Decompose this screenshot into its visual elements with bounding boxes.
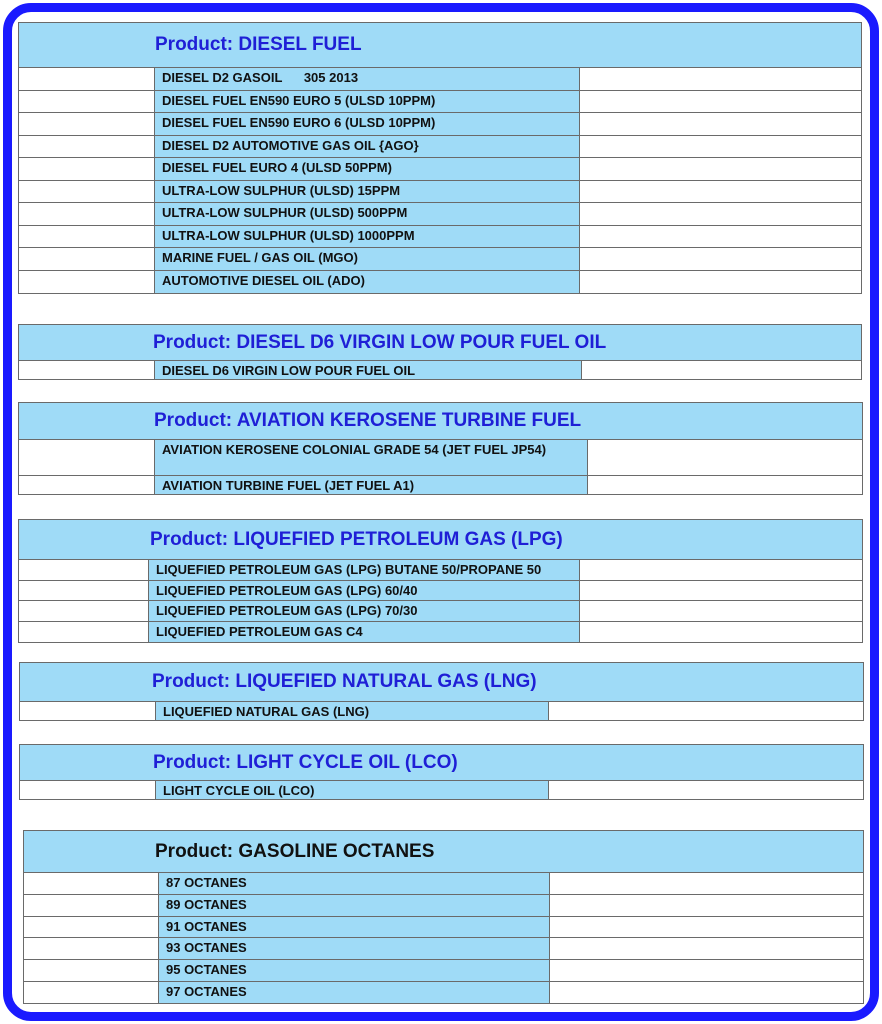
product-section-gasoline [23, 830, 864, 1004]
product-item: DIESEL D2 GASOIL 305 2013 [154, 67, 580, 91]
product-item: ULTRA-LOW SULPHUR (ULSD) 1000PPM [154, 225, 580, 248]
product-row [23, 938, 864, 960]
product-item: AUTOMOTIVE DIESEL OIL (ADO) [154, 270, 580, 294]
product-item: 91 OCTANES [158, 916, 550, 938]
product-item: ULTRA-LOW SULPHUR (ULSD) 500PPM [154, 202, 580, 226]
product-label: Product: [150, 528, 229, 550]
product-title: AVIATION KEROSENE TURBINE FUEL [236, 410, 582, 431]
product-header [23, 830, 864, 873]
product-item: ULTRA-LOW SULPHUR (ULSD) 15PPM [154, 180, 580, 203]
product-item: LIQUEFIED PETROLEUM GAS C4 [148, 621, 580, 643]
product-title: LIGHT CYCLE OIL (LCO) [236, 751, 458, 773]
product-item: 93 OCTANES [158, 937, 550, 960]
product-item: LIQUEFIED NATURAL GAS (LNG) [155, 701, 549, 721]
product-item: AVIATION KEROSENE COLONIAL GRADE 54 (JET FUEL JP54) [154, 439, 588, 476]
product-row [18, 113, 862, 136]
product-header [18, 402, 863, 440]
product-header [19, 744, 864, 781]
product-row [18, 203, 862, 226]
product-title: DIESEL FUEL [238, 34, 362, 55]
product-header [18, 22, 862, 68]
product-row [23, 917, 864, 938]
product-item: MARINE FUEL / GAS OIL (MGO) [154, 247, 580, 271]
product-row [19, 702, 864, 721]
product-item: 97 OCTANES [158, 981, 550, 1004]
product-row [18, 601, 863, 622]
product-item: DIESEL FUEL EURO 4 (ULSD 50PPM) [154, 157, 580, 181]
product-section-diesel-fuel [18, 22, 862, 294]
product-section-lng [19, 662, 864, 721]
product-row [18, 581, 863, 601]
product-title: LIQUEFIED NATURAL GAS (LNG) [235, 671, 537, 692]
product-row [19, 781, 864, 800]
product-row [18, 226, 862, 248]
product-row [18, 91, 862, 113]
product-section-aviation [18, 402, 863, 495]
product-row [18, 248, 862, 271]
product-title: GASOLINE OCTANES [238, 840, 435, 862]
product-item: AVIATION TURBINE FUEL (JET FUEL A1) [154, 475, 588, 495]
product-row [18, 181, 862, 203]
product-row [18, 271, 862, 294]
product-item: DIESEL FUEL EN590 EURO 6 (ULSD 10PPM) [154, 112, 580, 136]
product-row [18, 440, 863, 476]
product-section-lpg [18, 519, 863, 643]
product-row [23, 982, 864, 1004]
product-item: LIQUEFIED PETROLEUM GAS (LPG) 60/40 [148, 580, 580, 601]
product-row [23, 873, 864, 895]
product-row [18, 68, 862, 91]
product-label: Product: [153, 331, 232, 353]
product-label: Product: [153, 751, 232, 773]
product-label: Product: [155, 840, 234, 862]
product-item: LIQUEFIED PETROLEUM GAS (LPG) 70/30 [148, 600, 580, 622]
product-item: 89 OCTANES [158, 894, 550, 917]
product-title: LIQUEFIED PETROLEUM GAS (LPG) [233, 528, 563, 550]
product-item: 87 OCTANES [158, 872, 550, 895]
product-item: DIESEL FUEL EN590 EURO 5 (ULSD 10PPM) [154, 90, 580, 113]
product-row [18, 476, 863, 495]
product-item: LIGHT CYCLE OIL (LCO) [155, 780, 549, 800]
product-row [23, 960, 864, 982]
product-section-lco [19, 744, 864, 800]
product-row [23, 895, 864, 917]
product-label: Product: [154, 410, 233, 431]
product-row [18, 622, 863, 643]
product-label: Product: [155, 34, 234, 55]
product-row [18, 560, 863, 581]
product-label: Product: [152, 671, 231, 692]
product-row [18, 136, 862, 158]
product-header [19, 662, 864, 702]
product-item: LIQUEFIED PETROLEUM GAS (LPG) BUTANE 50/PROPANE 50 [148, 559, 580, 581]
product-item: DIESEL D6 VIRGIN LOW POUR FUEL OIL [154, 360, 582, 380]
product-row [18, 158, 862, 181]
product-title: DIESEL D6 VIRGIN LOW POUR FUEL OIL [236, 331, 607, 353]
product-row [18, 361, 862, 380]
product-item: DIESEL D2 AUTOMOTIVE GAS OIL {AGO} [154, 135, 580, 158]
product-item: 95 OCTANES [158, 959, 550, 982]
product-header [18, 519, 863, 560]
product-section-diesel-d6 [18, 324, 862, 380]
product-header [18, 324, 862, 361]
